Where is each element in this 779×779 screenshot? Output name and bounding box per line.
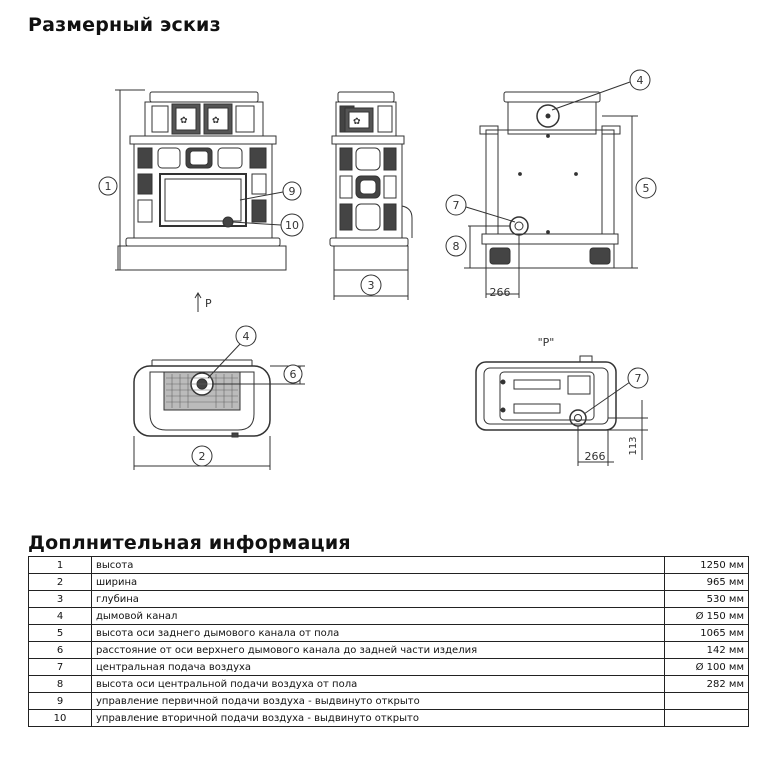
spec-row bbox=[29, 625, 749, 642]
info-heading: Доплнительная информация bbox=[28, 532, 351, 554]
spec-row bbox=[29, 591, 749, 608]
view-p-label: "P" bbox=[537, 336, 555, 349]
callout-5: 5 bbox=[642, 182, 650, 195]
spec-label: глубина bbox=[92, 591, 665, 608]
spec-row bbox=[29, 574, 749, 591]
spec-num: 5 bbox=[29, 625, 92, 642]
callout-2: 2 bbox=[198, 450, 206, 463]
spec-label: высота bbox=[92, 557, 665, 574]
spec-value bbox=[664, 710, 748, 727]
spec-label: высота оси центральной подачи воздуха от пола bbox=[92, 676, 665, 693]
rear-view bbox=[480, 92, 620, 272]
dim-266-bottom: 266 bbox=[584, 450, 606, 463]
spec-value bbox=[664, 693, 748, 710]
callout-7-bottom: 7 bbox=[634, 372, 642, 385]
svg-text:✿: ✿ bbox=[353, 117, 361, 127]
callout-6: 6 bbox=[289, 368, 297, 381]
spec-row bbox=[29, 642, 749, 659]
spec-row bbox=[29, 659, 749, 676]
sketch-heading: Размерный эскиз bbox=[28, 14, 221, 36]
callout-7-rear: 7 bbox=[452, 199, 460, 212]
dim-266-rear: 266 bbox=[489, 286, 511, 299]
spec-label: высота оси заднего дымового канала от пола bbox=[92, 625, 665, 642]
callout-1: 1 bbox=[104, 180, 112, 193]
callout-4-top: 4 bbox=[242, 330, 250, 343]
spec-label: расстояние от оси верхнего дымового канала до задней части изделия bbox=[92, 642, 665, 659]
spec-label: дымовой канал bbox=[92, 608, 665, 625]
spec-table bbox=[28, 556, 749, 727]
callout-9: 9 bbox=[288, 185, 296, 198]
spec-num: 8 bbox=[29, 676, 92, 693]
dim-113: 113 bbox=[628, 436, 639, 456]
spec-row bbox=[29, 557, 749, 574]
svg-text:✿: ✿ bbox=[212, 116, 220, 126]
spec-label: центральная подача воздуха bbox=[92, 659, 665, 676]
side-view bbox=[330, 92, 412, 270]
spec-num: 1 bbox=[29, 557, 92, 574]
spec-num: 7 bbox=[29, 659, 92, 676]
spec-value: Ø 100 мм bbox=[664, 659, 748, 676]
callout-8: 8 bbox=[452, 240, 460, 253]
spec-num: 3 bbox=[29, 591, 92, 608]
spec-label: ширина bbox=[92, 574, 665, 591]
spec-num: 10 bbox=[29, 710, 92, 727]
spec-num: 9 bbox=[29, 693, 92, 710]
bottom-view-p bbox=[476, 356, 616, 430]
callout-4-rear: 4 bbox=[636, 74, 644, 87]
spec-value: 282 мм bbox=[664, 676, 748, 693]
top-view bbox=[134, 360, 270, 437]
callout-3: 3 bbox=[367, 279, 375, 292]
spec-value: Ø 150 мм bbox=[664, 608, 748, 625]
spec-value: 530 мм bbox=[664, 591, 748, 608]
spec-value: 1065 мм bbox=[664, 625, 748, 642]
callout-10: 10 bbox=[285, 219, 299, 232]
spec-num: 4 bbox=[29, 608, 92, 625]
front-view bbox=[118, 92, 286, 270]
spec-row bbox=[29, 710, 749, 727]
spec-row bbox=[29, 608, 749, 625]
view-p-arrow-label: P bbox=[205, 297, 212, 310]
spec-value: 1250 мм bbox=[664, 557, 748, 574]
spec-label: управление первичной подачи воздуха - выдвинуто открыто bbox=[92, 693, 665, 710]
spec-value: 142 мм bbox=[664, 642, 748, 659]
svg-text:✿: ✿ bbox=[180, 116, 188, 126]
spec-row bbox=[29, 676, 749, 693]
spec-num: 6 bbox=[29, 642, 92, 659]
spec-value: 965 мм bbox=[664, 574, 748, 591]
spec-num: 2 bbox=[29, 574, 92, 591]
spec-label: управление вторичной подачи воздуха - выдвинуто открыто bbox=[92, 710, 665, 727]
spec-row bbox=[29, 693, 749, 710]
